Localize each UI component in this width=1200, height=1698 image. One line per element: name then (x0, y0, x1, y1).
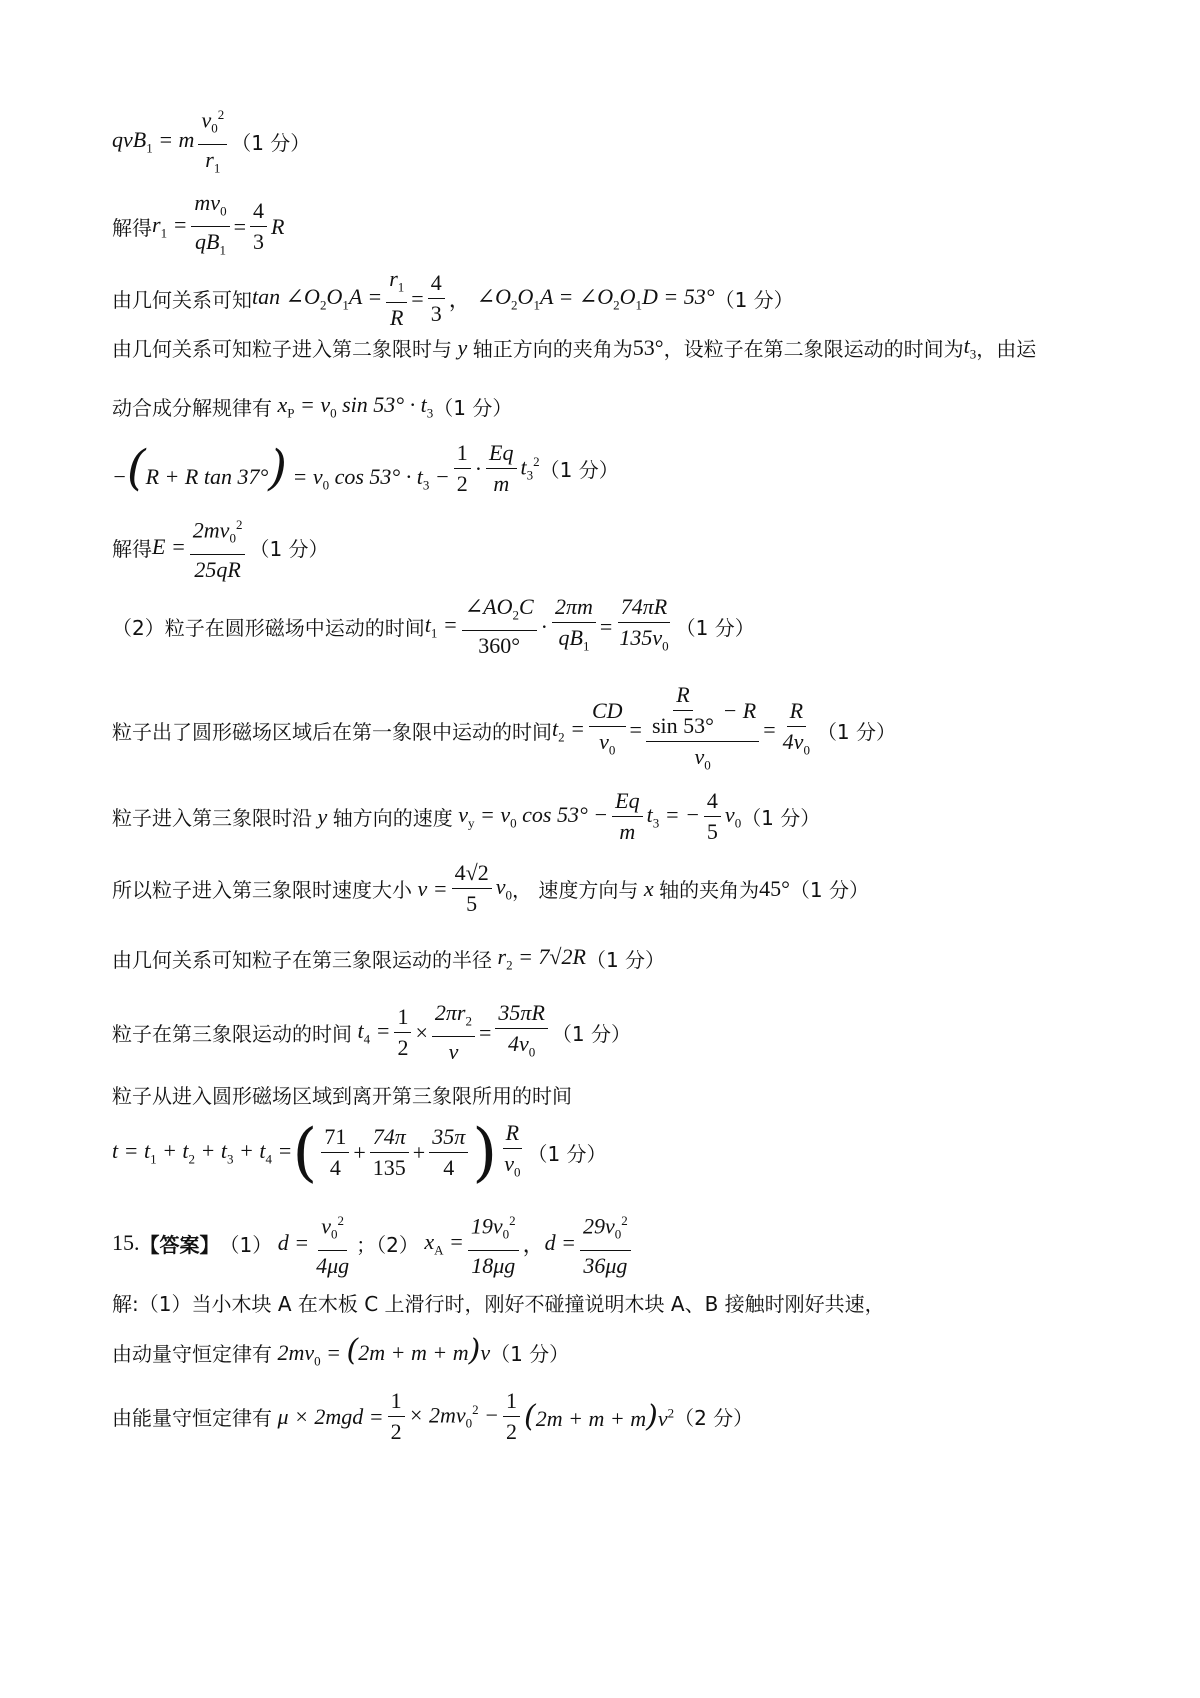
formula: −(R + R $\tan 37^\circ) = v_0$ $\cos 53^\circ \cdot t_3$ − (112, 439, 450, 496)
equation-line-11: 所以粒子进入第三象限时速度大小 v = $\frac{4√2}{5}$ $v_0$ ， 速度方向与 x 轴的夹角为 45° （1 分） (112, 858, 869, 919)
text-fragment: 由动量守恒定律有 (112, 1342, 272, 1367)
text-fragment: 轴正方向的夹角为 (472, 337, 633, 362)
fraction: $\frac{35\pi R}{4v_0}$ (495, 998, 547, 1067)
fraction: $\frac{1}{2}$ (388, 1386, 405, 1447)
text-fragment: 由几何关系可知粒子进入第二象限时与 (112, 337, 452, 362)
score-note: （1 分） (539, 458, 619, 482)
text-fragment: 粒子从进入圆形磁场区域到离开第三象限所用的时间 (112, 1084, 572, 1108)
score-note: （1 分） (789, 878, 869, 902)
equation-line-12: 由几何关系可知粒子在第三象限运动的半径 $r_2 = 7√2R$ （1 分） (112, 944, 666, 973)
text-fragment: 由几何关系可知粒子在第三象限运动的半径 (112, 948, 492, 973)
fraction: $\frac{71}{4}$ (321, 1122, 349, 1183)
score-note: （1 分） (249, 536, 329, 561)
text-fragment: 动合成分解规律有 (112, 396, 272, 421)
nested-fraction: $\frac{R}{\sin 53^\circ}$ − R $v_0$ (646, 680, 759, 780)
score-note: （1 分） (551, 1022, 631, 1047)
text-fragment: 解:（1）当小木块 A 在木板 C 上滑行时，刚好不碰撞说明木块 A、B 接触时刚好共速， (112, 1292, 885, 1316)
text-fragment: 由几何关系可知 (112, 288, 252, 313)
equation-line-14 (112, 1080, 572, 1109)
angle-value: 45° (759, 875, 790, 901)
fraction: $\frac{v_0^2}{4\mu g}$ (313, 1206, 352, 1281)
fraction: $\frac{2\pi m}{qB_1}$ (552, 592, 596, 661)
fraction: $\frac{R}{v_0}$ (504, 1120, 521, 1180)
equation-line-7: 解得 E = $\frac{2mv_0^2}{25qR}$ （1 分） (112, 510, 329, 585)
text-fragment: 粒子在第三象限运动的时间 (112, 1022, 352, 1047)
fraction: $\frac{CD}{v_0}$ (589, 696, 626, 765)
score-note: （1 分） (433, 396, 513, 421)
equation-line-13: 粒子在第三象限运动的时间 $t_4$ = $\frac{1}{2}$ × $\frac{2\pi r_2}{v}$ = $\frac{35\pi R}{4v_0}$ （1 分） (112, 998, 631, 1067)
fraction: $\frac{74\pi R}{135v_0}$ (619, 594, 669, 654)
fraction: $\frac{mv_0}{qB_1}$ (191, 188, 229, 266)
formula: $\tan \angle O_2O_1A$ = (252, 284, 383, 313)
text-fragment: 解得 (112, 536, 152, 561)
fraction: $\frac{35\pi}{4}$ (429, 1122, 468, 1183)
angle-value: 53° (632, 334, 664, 360)
fraction: $\frac{Eq}{m}$ (612, 786, 642, 847)
fraction: $\frac{4√2}{5}$ (452, 858, 492, 919)
solution-line-1 (112, 1288, 885, 1317)
equation-line-5 (112, 392, 512, 421)
equation-line-10: 粒子进入第三象限时沿 y 轴方向的速度 $v_y = v_0$ cos 53° − $\frac{Eq}{m}$ $t_3$ = − $\frac{4}{5}$ $v_0$ （1 分） (112, 786, 820, 847)
score-note: （2 分） (674, 1406, 754, 1430)
answer-label: 【答案】 (139, 1232, 220, 1257)
text-fragment: ；（2） (356, 1232, 419, 1257)
fraction: $\frac{4}{5}$ (704, 786, 721, 847)
equation-line-1 (112, 100, 310, 183)
text-fragment: 解得 (112, 216, 152, 241)
equation-line-6: −(R + R $\tan 37^\circ) = v_0$ $\cos 53^\circ \cdot t_3$ − $\frac{1}{2}$ · $\frac{Eq}{m}$ $t_3^2$ （1 分） (112, 438, 619, 499)
answer-line-15: 15. 【答案】 （1） d = $\frac{v_0^2}{4\mu g}$ ；（2） $x_A$ = $\frac{19v_0^2}{18\mu g}$ ， d = $\frac{29v_0^2}{36\mu g}$ (112, 1206, 635, 1281)
score-note: （1 分） (490, 1342, 570, 1367)
formula: $\angle O_2O_1A$ = $\angle O_2O_1D = 53^\circ$ (476, 284, 715, 313)
formula: $x_P = v_0$ $\sin 53^\circ \cdot t_3$ (272, 392, 434, 421)
text-fragment: 所以粒子进入第三象限时速度大小 (112, 878, 412, 902)
score-note: （1 分） (816, 719, 897, 744)
text-fragment: （2）粒子在圆形磁场中运动的时间 (112, 616, 425, 641)
text-fragment: 由能量守恒定律有 (112, 1406, 272, 1430)
score-note: （1 分） (741, 806, 821, 830)
solution-line-3: 由能量守恒定律有 μ × 2mgd = $\frac{1}{2}$ × $2mv_0^2$ − $\frac{1}{2}$ $(2m + m + m)v^2$ （2 分） (112, 1386, 753, 1447)
score-note: （1 分） (585, 948, 666, 973)
fraction: $\frac{v_0^2}{r_1}$ (198, 100, 227, 183)
equation-line-15: $t = t_1 + t_2 + t_3 + t_4$ = ( $\frac{71}{4}$ + $\frac{74\pi}{135}$ + $\frac{35\pi}{4}$ ) $\frac{R}{v_0}$ （1 分） (112, 1115, 607, 1190)
equation-line-3: 由几何关系可知 $\tan \angle O_2O_1A$ = $\frac{r_1}{R}$ = $\frac{4}{3}$ ， $\angle O_2O_1A$ = $\angle O_2O_1D = 53^\circ$ （1 分） (112, 264, 794, 333)
solution-line-2: 由动量守恒定律有 $2mv_0 = (2m + m + m)v$ （1 分） (112, 1333, 570, 1369)
formula: $r_1$ = (152, 212, 188, 241)
fraction: $\frac{r_1}{R}$ (386, 264, 407, 333)
fraction: $\frac{2mv_0^2}{25qR}$ (190, 510, 246, 585)
fraction: $\frac{19v_0^2}{18\mu g}$ (468, 1206, 519, 1281)
fraction: $\frac{1}{2}$ (394, 1002, 411, 1063)
text-fragment: 粒子出了圆形磁场区域后在第一象限中运动的时间 (112, 719, 552, 744)
fraction: $\frac{74\pi}{135}$ (370, 1122, 409, 1183)
fraction: $\frac{29v_0^2}{36\mu g}$ (580, 1206, 631, 1281)
text-fragment: 轴的夹角为 (659, 878, 760, 902)
fraction: $\frac{1}{2}$ (503, 1386, 520, 1447)
text-fragment: 轴方向的速度 (332, 806, 453, 830)
score-note: （1 分） (231, 131, 311, 156)
equation-line-9: 粒子出了圆形磁场区域后在第一象限中运动的时间 $t_2$ = $\frac{CD}{v_0}$ = $\frac{R}{\sin 53^\circ}$ − R $v_0$ = $\frac{R}{4v_0}$ （1 分） (112, 680, 896, 780)
fraction: $\frac{1}{2}$ (454, 438, 471, 499)
equation-line-2: 解得 $r_1$ = $\frac{mv_0}{qB_1}$ = $\frac{4}{3}$ R (112, 188, 284, 266)
score-note: （1 分） (675, 616, 755, 641)
fraction: $\frac{4}{3}$ (428, 268, 445, 329)
text-fragment: ， 速度方向与 (511, 878, 639, 902)
fraction: $\frac{R}{4v_0}$ (782, 697, 810, 757)
score-note: （1 分） (527, 1142, 607, 1167)
formula: qvB$_1$ = m (112, 126, 195, 156)
equation-line-4: 由几何关系可知粒子进入第二象限时与 y 轴正方向的夹角为 53° ，设粒子在第二象限运动的时间为 $t_3$ ，由运 (112, 333, 1037, 362)
score-note: （1 分） (714, 288, 794, 313)
text-fragment: 粒子进入第三象限时沿 (112, 806, 312, 830)
question-number: 15. (112, 1230, 140, 1256)
fraction: $\frac{Eq}{m}$ (486, 438, 516, 499)
fraction: $\frac{\angle AO_2C}{360^\circ}$ (462, 592, 537, 661)
text-fragment: ，设粒子在第二象限运动的时间为 (663, 337, 964, 362)
text-fragment: （1） (219, 1232, 273, 1257)
equation-line-8: （2）粒子在圆形磁场中运动的时间 $t_1$ = $\frac{\angle AO_2C}{360^\circ}$ · $\frac{2\pi m}{qB_1}$ = $\frac{74\pi R}{135v_0}$ （1 分） (112, 592, 755, 661)
fraction: $\frac{2\pi r_2}{v}$ (432, 998, 475, 1067)
text-fragment: ，由运 (976, 337, 1037, 362)
fraction: $\frac{4}{3}$ (250, 196, 267, 257)
